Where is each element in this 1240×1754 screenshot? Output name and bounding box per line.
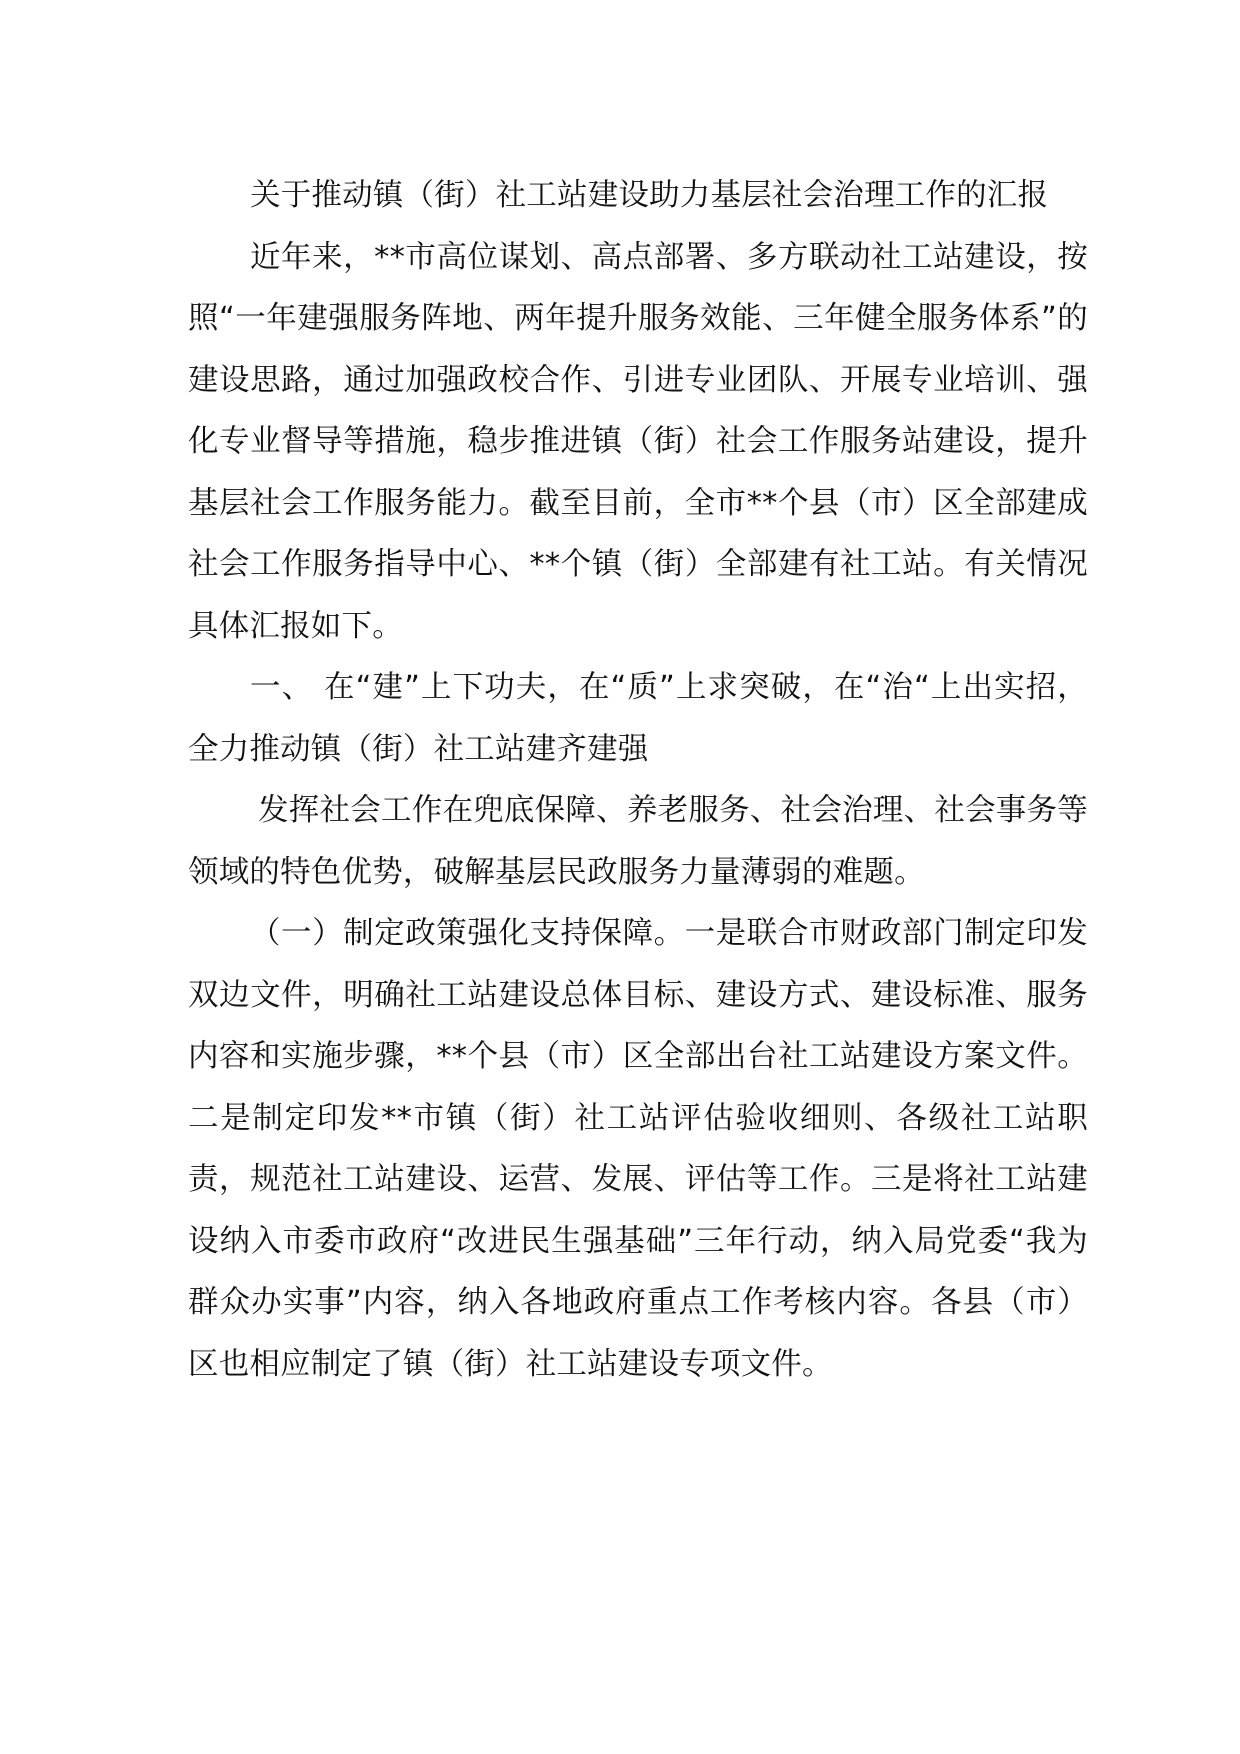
paragraph-section-1-intro: 发挥社会工作在兜底保障、养老服务、社会治理、社会事务等领域的特色优势，破解基层民政服务力量薄弱的难题。 [188,793,1088,890]
section-heading-1: 一、 在“建”上下功夫，在“质”上求突破，在“治“上出实招，全力推动镇（街）社工站建齐建强 [188,670,1088,767]
paragraph-intro: 近年来，**市高位谋划、高点部署、多方联动社工站建设，按照“一年建强服务阵地、两年提升服务效能、三年健全服务体系”的建设思路，通过加强政校合作、引进专业团队、开展专业培训、强化专业督导等措施，稳步推进镇（街）社会工作服务站建设，提升基层社会工作服务能力。截至目前，全市**个县（市）区全部建成社会工作服务指导中心、**个镇（街）全部建有社工站。有关情况具体汇报如下。 [188,239,1088,644]
document-body [188,165,1088,1395]
paragraph-subsection-1: （一）制定政策强化支持保障。一是联合市财政部门制定印发双边文件，明确社工站建设总体目标、建设方式、建设标准、服务内容和实施步骤，**个县（市）区全部出台社工站建设方案文件。二是制定印发**市镇（街）社工站评估验收细则、各级社工站职责，规范社工站建设、运营、发展、评估等工作。三是将社工站建设纳入市委市政府“改进民生强基础”三年行动，纳入局党委“我为群众办实事”内容，纳入各地政府重点工作考核内容。各县（市）区也相应制定了镇（街）社工站建设专项文件。 [188,916,1088,1382]
document-title: 关于推动镇（街）社工站建设助力基层社会治理工作的汇报 [250,178,1049,213]
